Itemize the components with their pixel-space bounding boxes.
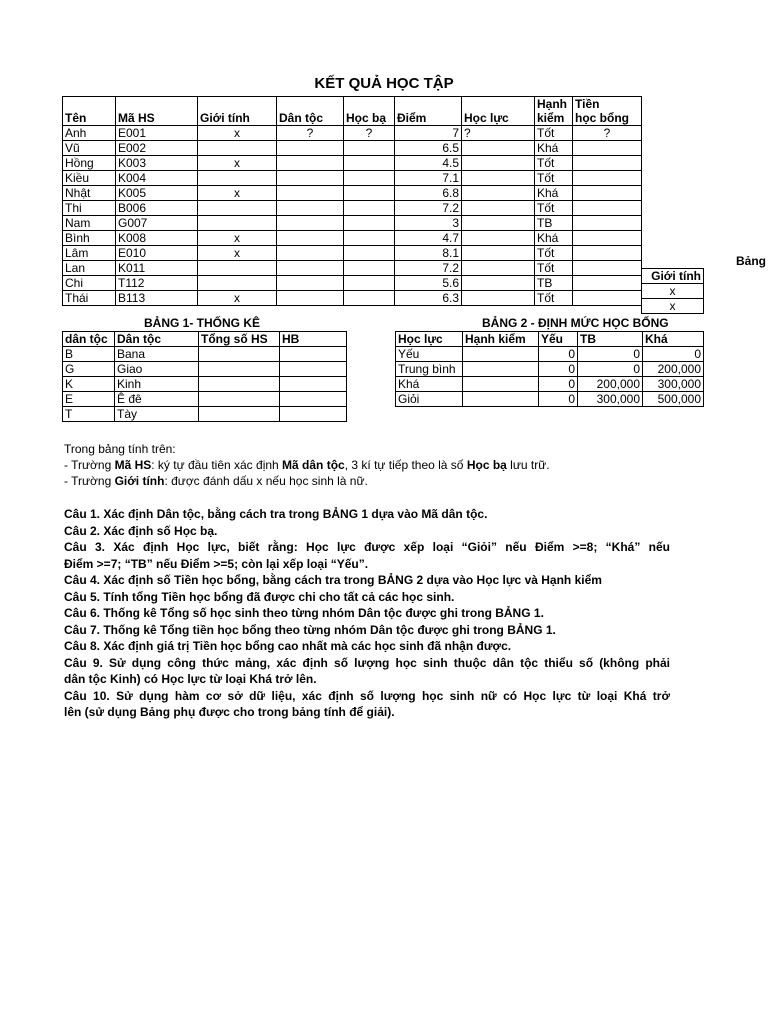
table-cell <box>344 201 395 216</box>
table-cell <box>277 216 344 231</box>
table-cell <box>199 362 280 377</box>
header-hoc-ba: Học bạ <box>344 111 395 126</box>
table-cell <box>462 291 535 306</box>
table1-caption: BẢNG 1- THỐNG KÊ <box>144 316 261 330</box>
table-cell: 7 <box>395 126 462 141</box>
t1-header-hb: HB <box>280 332 347 347</box>
question-line: Câu 7. Thống kê Tổng tiền học bổng theo từng nhóm Dân tộc được ghi trong BẢNG 1. <box>64 622 556 637</box>
table-cell <box>344 216 395 231</box>
table-row <box>63 276 642 291</box>
table-cell <box>277 141 344 156</box>
table-cell: Tốt <box>535 246 573 261</box>
notes-line-gioi-tinh <box>64 473 368 489</box>
side-cell: x <box>642 284 704 299</box>
header-row <box>63 111 642 126</box>
table-cell: K005 <box>116 186 198 201</box>
table2-header-row <box>396 332 704 347</box>
table-cell: Lan <box>63 261 116 276</box>
table-cell <box>277 156 344 171</box>
note-bold: Giới tính <box>114 474 165 488</box>
table-cell: Yếu <box>396 347 463 362</box>
table-cell: K008 <box>116 231 198 246</box>
question-line: Điểm >=7; “TB” nếu Điểm >=5; còn lại xếp loại “Yếu”. <box>64 556 369 571</box>
table-cell: Hồng <box>63 156 116 171</box>
table-cell <box>280 377 347 392</box>
table1-header-row <box>63 332 347 347</box>
note-text: : ký tự đầu tiên xác định <box>151 458 283 472</box>
table-cell: Nam <box>63 216 116 231</box>
table-cell: 4.5 <box>395 156 462 171</box>
table-cell: 8.1 <box>395 246 462 261</box>
table-cell <box>277 246 344 261</box>
table-cell: Thi <box>63 201 116 216</box>
table-row <box>63 186 642 201</box>
table-cell: Khá <box>535 186 573 201</box>
header-tien: Tiền <box>573 97 642 112</box>
question-line: dân tộc Kinh) có Học lực từ loại Khá trở lên. <box>64 672 317 686</box>
table-cell: Nhật <box>63 186 116 201</box>
table-cell: B <box>63 347 115 362</box>
table-cell <box>573 291 642 306</box>
table-cell <box>463 362 539 377</box>
table-row <box>396 377 704 392</box>
question-line: Câu 1. Xác định Dân tộc, bằng cách tra trong BẢNG 1 dựa vào Mã dân tộc. <box>64 507 488 521</box>
table-cell <box>199 407 280 422</box>
table-cell: Giỏi <box>396 392 463 407</box>
results-table <box>62 96 642 306</box>
table-cell: 0 <box>539 362 578 377</box>
table-cell: ? <box>277 126 344 141</box>
note-bold: Mã HS <box>114 458 152 472</box>
t1-header-tong-so: Tổng số HS <box>199 332 280 347</box>
table-row <box>63 216 642 231</box>
question-line: Câu 4. Xác định số Tiền học bổng, bằng cách tra trong BẢNG 2 dựa vào Học lực và Hạnh kiểm <box>64 573 602 587</box>
table-cell: 0 <box>539 377 578 392</box>
question-line: Câu 6. Thống kê Tổng số học sinh theo từng nhóm Dân tộc được ghi trong BẢNG 1. <box>64 606 544 620</box>
table-cell: K011 <box>116 261 198 276</box>
table-cell: x <box>198 231 277 246</box>
table-cell: 0 <box>643 347 704 362</box>
table-cell: 6.3 <box>395 291 462 306</box>
table-cell: K <box>63 377 115 392</box>
table-row <box>63 291 642 306</box>
question-line: Câu 2. Xác định số Học bạ. <box>64 523 218 538</box>
table-cell <box>462 261 535 276</box>
table-cell: Tốt <box>535 171 573 186</box>
table-cell: E <box>63 392 115 407</box>
table-cell <box>198 201 277 216</box>
question-line: Câu 10. Sử dụng hàm cơ sở dữ liệu, xác định số lượng học sinh nữ có Học lực từ loại Khá trở <box>64 688 670 703</box>
note-text: - Trường <box>64 458 115 472</box>
table-row <box>63 141 642 156</box>
table-row <box>63 246 642 261</box>
side-header: Giới tính <box>642 269 704 284</box>
table-cell <box>462 186 535 201</box>
table-cell <box>573 276 642 291</box>
table-cell <box>344 291 395 306</box>
t1-header-ma: dân tộc <box>63 332 115 347</box>
table-cell <box>462 171 535 186</box>
table-cell <box>462 201 535 216</box>
table-cell: x <box>198 126 277 141</box>
table-cell <box>277 276 344 291</box>
table-cell: Kinh <box>115 377 199 392</box>
table-cell <box>199 377 280 392</box>
table-row <box>63 171 642 186</box>
table-cell: 200,000 <box>578 377 643 392</box>
table-cell: x <box>198 291 277 306</box>
note-bold: Học bạ <box>466 458 507 472</box>
table-cell <box>344 246 395 261</box>
table-cell: 0 <box>578 347 643 362</box>
table-cell: Tốt <box>535 291 573 306</box>
table-cell: 7.2 <box>395 201 462 216</box>
table-cell: 6.5 <box>395 141 462 156</box>
table-cell: Khá <box>535 141 573 156</box>
table-cell: T <box>63 407 115 422</box>
header-hoc-bong: học bổng <box>573 111 642 126</box>
table-cell: Giao <box>115 362 199 377</box>
header-hoc-luc: Học lực <box>462 111 535 126</box>
table-cell: B113 <box>116 291 198 306</box>
table-cell: Vũ <box>63 141 116 156</box>
table-cell <box>277 186 344 201</box>
table-cell <box>277 261 344 276</box>
note-text: : được đánh dấu x nếu học sinh là nữ. <box>164 474 368 488</box>
table-cell <box>462 246 535 261</box>
table-cell: x <box>198 186 277 201</box>
table-cell: Lâm <box>63 246 116 261</box>
note-bold: Mã dân tộc <box>282 458 345 472</box>
table-cell <box>280 347 347 362</box>
table-cell <box>463 377 539 392</box>
table-cell: Chi <box>63 276 116 291</box>
table-cell <box>198 216 277 231</box>
question-line: Câu 5. Tính tổng Tiền học bổng đã được chi cho tất cả các học sinh. <box>64 589 455 604</box>
table-cell <box>280 392 347 407</box>
table-cell: 0 <box>578 362 643 377</box>
table2-caption: BẢNG 2 - ĐỊNH MỨC HỌC BỔNG <box>482 316 669 330</box>
table-cell <box>198 171 277 186</box>
side-table <box>641 268 704 314</box>
table-cell: 7.2 <box>395 261 462 276</box>
table-cell: 3 <box>395 216 462 231</box>
table-cell: T112 <box>116 276 198 291</box>
table-row <box>396 392 704 407</box>
page-title: KẾT QUẢ HỌC TẬP <box>314 75 454 92</box>
table-cell <box>277 171 344 186</box>
table-cell: 500,000 <box>643 392 704 407</box>
table-cell: Tốt <box>535 126 573 141</box>
header-row-top <box>63 97 642 112</box>
t2-header-kha: Khá <box>643 332 704 347</box>
table-cell: Thái <box>63 291 116 306</box>
table-cell: TB <box>535 216 573 231</box>
table-row <box>63 392 347 407</box>
table-row <box>63 201 642 216</box>
note-text: , 3 kí tự tiếp theo là số <box>344 458 467 472</box>
table-cell: Kiều <box>63 171 116 186</box>
table-cell: ? <box>462 126 535 141</box>
table-cell <box>277 201 344 216</box>
table-cell: G <box>63 362 115 377</box>
question-line: Câu 8. Xác định giá trị Tiền học bổng cao nhất mà các học sinh đã nhận được. <box>64 639 512 653</box>
table-row <box>63 407 347 422</box>
table-cell <box>198 276 277 291</box>
table-cell: Tốt <box>535 261 573 276</box>
table-cell <box>199 347 280 362</box>
table-cell: E010 <box>116 246 198 261</box>
table-cell: Bana <box>115 347 199 362</box>
table-cell <box>463 347 539 362</box>
table-cell: 0 <box>539 392 578 407</box>
header-ma-hs: Mã HS <box>116 111 198 126</box>
table-cell <box>280 407 347 422</box>
notes-line-ma-hs <box>64 457 550 473</box>
header-dan-toc: Dân tộc <box>277 111 344 126</box>
table2-scholarship-rates <box>395 331 704 407</box>
table-row <box>63 231 642 246</box>
t2-header-hoc-luc: Học lực <box>396 332 463 347</box>
table-cell <box>462 231 535 246</box>
table-cell <box>344 276 395 291</box>
table-cell: Tày <box>115 407 199 422</box>
table-cell: E001 <box>116 126 198 141</box>
table-cell: 0 <box>539 347 578 362</box>
side-table-label: Bảng <box>736 254 766 268</box>
header-hanh: Hạnh <box>535 97 573 112</box>
table-cell <box>573 216 642 231</box>
table-cell <box>277 291 344 306</box>
t2-header-yeu: Yếu <box>539 332 578 347</box>
notes-intro: Trong bảng tính trên: <box>64 442 176 456</box>
table-cell: Khá <box>396 377 463 392</box>
table-cell: G007 <box>116 216 198 231</box>
table-cell <box>573 201 642 216</box>
table-cell: Tốt <box>535 201 573 216</box>
table-cell <box>280 362 347 377</box>
table-cell: Khá <box>535 231 573 246</box>
table-cell: 5.6 <box>395 276 462 291</box>
table-cell: x <box>198 246 277 261</box>
table-cell <box>463 392 539 407</box>
table-cell <box>573 141 642 156</box>
table-cell: TB <box>535 276 573 291</box>
table-cell <box>573 261 642 276</box>
table-cell: 6.8 <box>395 186 462 201</box>
table-cell <box>462 216 535 231</box>
table-cell <box>573 156 642 171</box>
table-cell: K003 <box>116 156 198 171</box>
table-cell <box>344 231 395 246</box>
table-cell: K004 <box>116 171 198 186</box>
table-cell <box>462 156 535 171</box>
table1-statistics <box>62 331 347 422</box>
table-cell: 300,000 <box>643 377 704 392</box>
table-row <box>63 362 347 377</box>
table-row <box>63 261 642 276</box>
table-cell: B006 <box>116 201 198 216</box>
table-row <box>63 347 347 362</box>
table-cell <box>573 186 642 201</box>
table-cell <box>277 231 344 246</box>
table-row <box>63 126 642 141</box>
question-line: Câu 9. Sử dụng công thức mảng, xác định số lượng học sinh thuộc dân tộc thiểu số (không phải <box>64 655 670 670</box>
table-cell: 200,000 <box>643 362 704 377</box>
header-diem: Điểm <box>395 111 462 126</box>
table-cell <box>462 141 535 156</box>
table-cell: Ê đê <box>115 392 199 407</box>
header-gioi-tinh: Giới tính <box>198 111 277 126</box>
table-cell <box>198 261 277 276</box>
table-row <box>63 156 642 171</box>
table-cell <box>344 141 395 156</box>
table-row <box>396 347 704 362</box>
table-cell: Anh <box>63 126 116 141</box>
table-cell <box>462 276 535 291</box>
table-cell: E002 <box>116 141 198 156</box>
t2-header-tb: TB <box>578 332 643 347</box>
table-row <box>396 362 704 377</box>
table-cell <box>344 261 395 276</box>
table-cell <box>573 231 642 246</box>
table-cell <box>198 141 277 156</box>
table-cell <box>344 156 395 171</box>
header-ten: Tên <box>63 111 116 126</box>
note-text: - Trường <box>64 474 115 488</box>
table-cell: 300,000 <box>578 392 643 407</box>
table-cell: Tốt <box>535 156 573 171</box>
note-text: lưu trữ. <box>506 458 550 472</box>
t1-header-dan-toc: Dân tộc <box>115 332 199 347</box>
t2-header-hanh-kiem: Hạnh kiểm <box>463 332 539 347</box>
table-cell: 4.7 <box>395 231 462 246</box>
header-kiem: kiểm <box>535 111 573 126</box>
question-line: lên (sử dụng Bảng phụ được cho trong bảng tính để giải). <box>64 705 395 719</box>
table-cell: Trung bình <box>396 362 463 377</box>
table-row <box>63 377 347 392</box>
table-cell <box>199 392 280 407</box>
table-cell: x <box>198 156 277 171</box>
side-cell: x <box>642 299 704 314</box>
table-cell: 7.1 <box>395 171 462 186</box>
question-line: Câu 3. Xác định Học lực, biết rằng: Học lực được xếp loại “Giỏi” nếu Điểm >=8; “Khá” nếu <box>64 540 670 554</box>
table-cell <box>573 246 642 261</box>
table-cell <box>344 186 395 201</box>
table-cell: ? <box>344 126 395 141</box>
table-cell <box>573 171 642 186</box>
table-cell: Bình <box>63 231 116 246</box>
table-cell <box>344 171 395 186</box>
table-cell: ? <box>573 126 642 141</box>
